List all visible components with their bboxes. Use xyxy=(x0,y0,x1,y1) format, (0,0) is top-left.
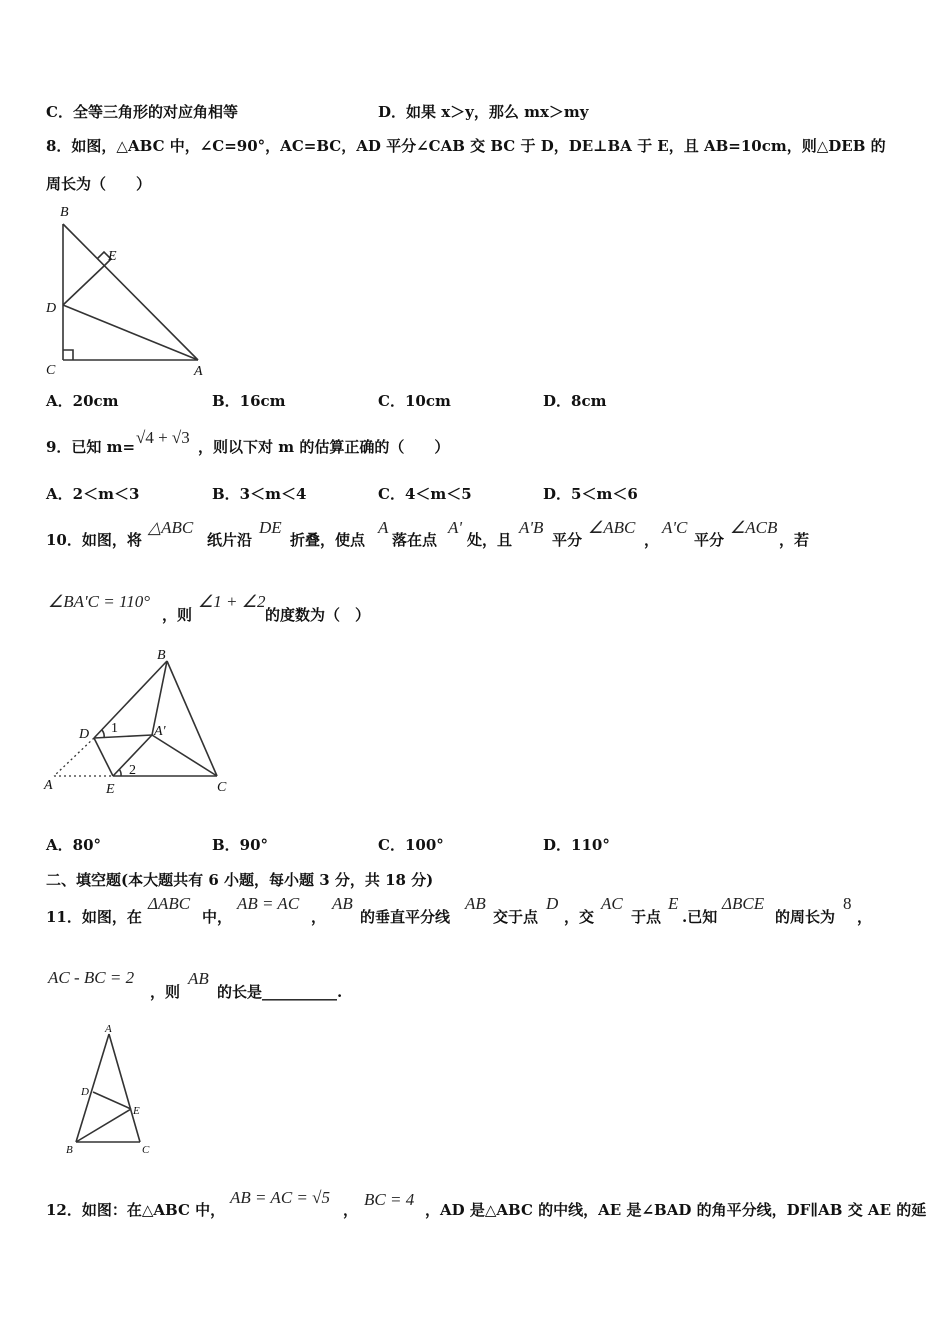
q8-stem-line1: 8．如图，△ABC 中，∠C=90°，AC=BC，AD 平分∠CAB 交 BC 于 D，DE⊥BA 于 E，且 AB=10cm，则△DEB 的 xyxy=(46,137,886,155)
q12-math-1: AB = AC = √5 xyxy=(230,1188,330,1207)
q8-label-d: D xyxy=(46,301,57,316)
q10-math-4: A' xyxy=(448,518,463,537)
q10-segment-da xyxy=(94,735,152,738)
q8-label-a: A xyxy=(194,364,203,379)
q11-math-5: D xyxy=(546,894,559,913)
q7-option-c: C．全等三角形的对应角相等 xyxy=(46,103,238,121)
q11-math-1: ΔABC xyxy=(148,894,191,913)
q11-text-11: ，则 xyxy=(150,983,181,1001)
q8-label-b: B xyxy=(60,205,69,220)
q11-text-1: 11．如图，在 xyxy=(46,908,142,926)
q12-math-2: BC = 4 xyxy=(364,1190,415,1209)
q10-math-5: A'B xyxy=(519,518,544,537)
q8-option-a: A．20cm xyxy=(46,392,119,410)
q11-label-e: E xyxy=(133,1105,140,1117)
q10-text-7: ， xyxy=(644,531,660,549)
q11-text-4: 的垂直平分线 xyxy=(360,908,451,926)
q10-math-1: △ABC xyxy=(148,518,194,537)
q10-option-c: C．100° xyxy=(378,836,444,854)
q10-figure xyxy=(40,645,240,805)
q10-label-a: A xyxy=(44,778,53,793)
q9-stem-post: ，则以下对 m 的估算正确的（ ） xyxy=(198,438,450,456)
q8-segment-ad xyxy=(63,305,198,360)
q11-math-11: AB xyxy=(188,969,209,988)
section-2-heading: 二、填空题(本大题共有 6 小题，每小题 3 分，共 18 分) xyxy=(46,871,434,889)
q9-option-d: D．5＜m＜6 xyxy=(543,485,638,503)
q11-math-4: AB xyxy=(465,894,486,913)
q10-option-a: A．80° xyxy=(46,836,102,854)
q10-fold-de xyxy=(94,738,113,776)
q8-figure xyxy=(40,200,240,380)
q8-right-angle-c xyxy=(63,350,73,360)
q11-text-8: .已知 xyxy=(682,908,718,926)
q10-math-7: A'C xyxy=(662,518,688,537)
q8-segment-de xyxy=(63,266,104,305)
q11-text-12: 的长是__________. xyxy=(217,983,343,1001)
q10-label-2: 2 xyxy=(129,763,136,778)
q10-option-d: D．110° xyxy=(543,836,610,854)
q10-text-9: ，若 xyxy=(779,531,810,549)
q12-text-1: 12．如图：在△ABC 中， xyxy=(46,1201,226,1219)
q10-angle-2-arc xyxy=(119,769,121,776)
q9-stem-pre: 9．已知 m= xyxy=(46,438,136,456)
q10-side-bc xyxy=(167,661,217,776)
q10-text-10: ，则 xyxy=(162,606,193,624)
q10-math-10: ∠1 + ∠2 xyxy=(198,592,266,611)
q10-math-2: DE xyxy=(259,518,282,537)
q8-stem-line2: 周长为（ ） xyxy=(46,175,152,193)
q11-side-ac xyxy=(109,1034,140,1142)
q10-math-8: ∠ACB xyxy=(730,518,778,537)
q8-label-c: C xyxy=(46,363,56,378)
q10-text-2: 纸片沿 xyxy=(207,531,253,549)
q11-text-3: ， xyxy=(311,908,327,926)
q8-option-d: D．8cm xyxy=(543,392,607,410)
q11-math-6: AC xyxy=(601,894,623,913)
q10-text-8: 平分 xyxy=(694,531,725,549)
q10-text-11: 的度数为（ ） xyxy=(265,606,371,624)
q10-text-6: 平分 xyxy=(552,531,583,549)
q10-label-1: 1 xyxy=(111,721,118,736)
q10-math-9: ∠BA'C = 110° xyxy=(48,592,150,611)
q8-side-ba xyxy=(63,224,198,360)
q10-text-4: 落在点 xyxy=(392,531,438,549)
q11-label-c: C xyxy=(142,1144,150,1156)
q11-math-2: AB = AC xyxy=(237,894,300,913)
q10-label-e: E xyxy=(106,782,115,797)
q11-math-8: ΔBCE xyxy=(722,894,765,913)
q10-label-b: B xyxy=(157,648,166,663)
q10-math-3: A xyxy=(378,518,389,537)
q11-label-d: D xyxy=(81,1086,89,1098)
q7-option-d: D．如果 x＞y，那么 mx＞my xyxy=(378,103,589,121)
q9-expression: √4 + √3 xyxy=(136,428,190,447)
q12-text-2: ， xyxy=(343,1201,359,1219)
q12-text-3: ，AD 是△ABC 的中线，AE 是∠BAD 的角平分线，DF∥AB 交 AE 的延 xyxy=(425,1201,927,1219)
q10-dashed-da xyxy=(54,738,94,776)
q11-math-10: AC - BC = 2 xyxy=(48,968,135,987)
q10-math-6: ∠ABC xyxy=(588,518,636,537)
q10-label-c: C xyxy=(217,780,227,795)
q9-option-c: C．4＜m＜5 xyxy=(378,485,472,503)
q9-option-a: A．2＜m＜3 xyxy=(46,485,140,503)
q8-label-e: E xyxy=(108,249,117,264)
q11-text-5: 交于点 xyxy=(493,908,539,926)
q11-text-6: ，交 xyxy=(564,908,595,926)
q11-label-b: B xyxy=(66,1144,73,1156)
q11-math-9: 8 xyxy=(843,894,852,913)
q11-text-7: 于点 xyxy=(631,908,662,926)
q10-label-a-prime: A' xyxy=(154,724,166,739)
q11-text-10: ， xyxy=(857,908,873,926)
q10-text-3: 折叠，使点 xyxy=(290,531,366,549)
q11-text-2: 中， xyxy=(202,908,233,926)
q10-option-b: B．90° xyxy=(212,836,269,854)
q10-text-5: 处，且 xyxy=(467,531,513,549)
q9-option-b: B．3＜m＜4 xyxy=(212,485,307,503)
q11-math-7: E xyxy=(668,894,679,913)
q8-option-c: C．10cm xyxy=(378,392,451,410)
q11-text-9: 的周长为 xyxy=(775,908,836,926)
q10-text-1: 10．如图，将 xyxy=(46,531,142,549)
q11-segment-de xyxy=(93,1092,131,1109)
q11-figure xyxy=(60,1022,180,1162)
q11-math-3: AB xyxy=(332,894,353,913)
q11-label-a: A xyxy=(105,1023,112,1035)
q8-option-b: B．16cm xyxy=(212,392,286,410)
q10-label-d: D xyxy=(79,727,90,742)
